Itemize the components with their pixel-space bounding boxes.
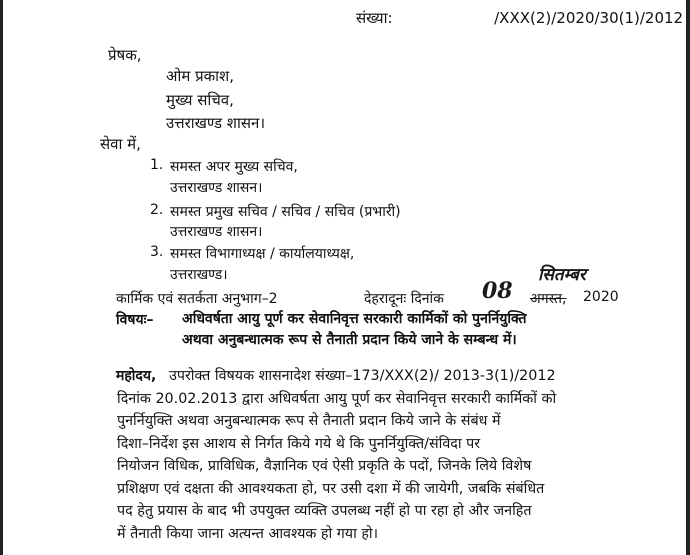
- subject-label: विषयः–: [116, 312, 154, 328]
- sender-office: उत्तराखण्ड शासन।: [166, 114, 266, 132]
- section-name: कार्मिक एवं सतर्कता अनुभाग–2: [116, 291, 278, 307]
- reference-number: /XXX(2)/2020/30(1)/2012: [494, 9, 684, 27]
- subject-line-2: अथवा अनुबन्धात्मक रूप से तैनाती प्रदान किये जाने के सम्बन्ध में।: [182, 332, 517, 348]
- recipient-1-line2: उत्तराखण्ड शासन।: [170, 180, 263, 196]
- body-line: प्रशिक्षण एवं दक्षता की आवश्यकता हो, पर उसी दशा में की जायेगी, जबकि संबंधित: [117, 480, 545, 497]
- body-line: दिशा–निर्देश इस आशय से निर्गत किये गये थे कि पुनर्नियुक्ति/संविदा पर: [117, 435, 481, 452]
- reference-label: संख्या:: [356, 9, 393, 27]
- body-line: दिनांक 20.02.2013 द्वारा अधिवर्षता आयु पूर्ण कर सेवानिवृत्त सरकारी कार्मिकों को: [117, 390, 557, 407]
- sender-label: प्रेषक,: [108, 46, 142, 64]
- recipient-1-number: 1.: [150, 157, 164, 173]
- date-year: 2020: [583, 289, 619, 305]
- recipient-3-number: 3.: [150, 244, 164, 260]
- handwritten-day: 08: [482, 278, 513, 304]
- struck-month: अगस्त,: [530, 291, 567, 307]
- place-date-label: देहरादूनः दिनांक: [364, 291, 444, 307]
- body-line: नियोजन विधिक, प्राविधिक, वैज्ञानिक एवं ऐसी प्रकृति के पदों, जिनके लिये विशेष: [117, 458, 532, 474]
- subject-line-1: अधिवर्षता आयु पूर्ण कर सेवानिवृत्त सरकारी कार्मिकों को पुनर्नियुक्ति: [182, 311, 527, 327]
- recipient-2-line2: उत्तराखण्ड शासन।: [170, 224, 263, 240]
- scan-border-right: [686, 0, 690, 555]
- salutation: महोदय,: [116, 368, 157, 384]
- body-line: पद हेतु प्रयास के बाद भी उपयुक्त व्यक्ति उपलब्ध नहीं हो पा रहा हो और जनहित: [117, 503, 532, 519]
- scan-border-left: [0, 0, 3, 555]
- body-paragraph: [117, 365, 611, 545]
- recipient-1-line1: समस्त अपर मुख्य सचिव,: [170, 159, 298, 175]
- recipient-3-line1: समस्त विभागाध्यक्ष / कार्यालयाध्यक्ष,: [170, 246, 355, 262]
- recipient-2-number: 2.: [150, 202, 164, 218]
- sender-name: ओम प्रकाश,: [166, 67, 234, 85]
- body-line: उपरोक्त विषयक शासनादेश संख्या–173/XXX(2)/ 2013-3(1)/2012: [169, 368, 556, 384]
- recipients-label: सेवा में,: [100, 135, 141, 153]
- recipient-3-line2: उत्तराखण्ड।: [170, 267, 228, 283]
- handwritten-month: सितम्बर: [538, 265, 586, 285]
- sender-designation: मुख्य सचिव,: [166, 91, 234, 109]
- body-line: पुनर्नियुक्ति अथवा अनुबन्धात्मक रूप से तैनाती प्रदान किये जाने के संबंध में: [117, 413, 501, 429]
- reference-line: [356, 8, 683, 28]
- body-line: में तैनाती किया जाना अत्यन्त आवश्यक हो गया हो।: [117, 525, 379, 542]
- recipient-2-line1: समस्त प्रमुख सचिव / सचिव / सचिव (प्रभारी): [170, 204, 401, 220]
